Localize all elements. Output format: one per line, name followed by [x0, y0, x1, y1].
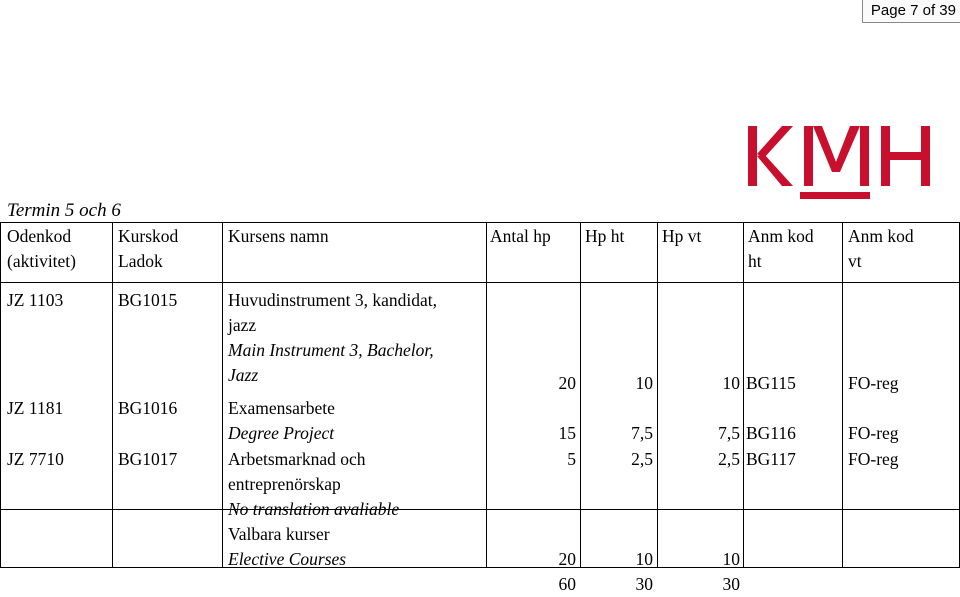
row1-name-sv: jazz — [228, 315, 257, 335]
header-divider — [0, 282, 960, 283]
row3-hp-ht: 2,5 — [631, 449, 653, 469]
total-antal-hp: 60 — [558, 574, 576, 594]
header-kurskod: Kurskod — [118, 226, 179, 246]
row3-name-en: No translation avaliable — [228, 499, 400, 519]
row-divider — [0, 509, 960, 510]
row1-name-en: Main Instrument 3, Bachelor, — [228, 340, 434, 360]
total-hp-ht: 30 — [635, 574, 653, 594]
header-anm-vt-sub: vt — [848, 251, 862, 271]
header-hp-vt: Hp vt — [662, 226, 702, 246]
col-line — [657, 222, 658, 568]
row2-anm-ht: BG116 — [746, 423, 796, 443]
col-line — [580, 222, 581, 568]
header-antal-hp: Antal hp — [490, 226, 551, 246]
row1-hp-vt: 10 — [722, 373, 740, 393]
row4-name-sv: Valbara kurser — [228, 524, 330, 544]
row2-name-sv: Examensarbete — [228, 398, 335, 418]
header-hp-ht: Hp ht — [585, 226, 625, 246]
row1-antal-hp: 20 — [558, 373, 576, 393]
row1-name-en: Jazz — [228, 365, 259, 385]
row2-antal-hp: 15 — [558, 423, 576, 443]
table-border-top — [0, 222, 960, 223]
row2-name-en: Degree Project — [228, 423, 335, 443]
col-line — [222, 222, 223, 568]
row4-name-en: Elective Courses — [228, 549, 347, 569]
col-line — [486, 222, 487, 568]
row1-anm-ht: BG115 — [746, 373, 796, 393]
row3-name-sv: entreprenörskap — [228, 474, 341, 494]
total-hp-vt: 30 — [722, 574, 740, 594]
table-border-bottom — [0, 567, 960, 568]
row3-anm-vt: FO-reg — [848, 449, 899, 469]
kmh-logo — [748, 124, 930, 200]
row3-odenkod: JZ 7710 — [7, 449, 64, 469]
row3-hp-vt: 2,5 — [718, 449, 740, 469]
header-anm-ht: Anm kod — [748, 226, 814, 246]
col-line — [743, 222, 744, 568]
row4-hp-ht: 10 — [635, 549, 653, 569]
header-kurskod-sub: Ladok — [118, 251, 163, 271]
col-line — [842, 222, 843, 568]
row1-hp-ht: 10 — [635, 373, 653, 393]
col-line — [112, 222, 113, 568]
row1-odenkod: JZ 1103 — [7, 290, 64, 310]
header-odenkod-sub: (aktivitet) — [7, 251, 77, 271]
course-table — [0, 222, 960, 596]
row2-kurskod: BG1016 — [118, 398, 178, 418]
row3-antal-hp: 5 — [567, 449, 576, 469]
term-title: Termin 5 och 6 — [7, 200, 121, 221]
row4-antal-hp: 20 — [558, 549, 576, 569]
row3-kurskod: BG1017 — [118, 449, 178, 469]
header-anm-vt: Anm kod — [848, 226, 914, 246]
row1-kurskod: BG1015 — [118, 290, 178, 310]
row1-anm-vt: FO-reg — [848, 373, 899, 393]
row3-name-sv: Arbetsmarknad och — [228, 449, 366, 469]
header-odenkod: Odenkod — [7, 226, 72, 246]
row2-hp-vt: 7,5 — [718, 423, 740, 443]
row1-name-sv: Huvudinstrument 3, kandidat, — [228, 290, 438, 310]
row3-anm-ht: BG117 — [746, 449, 796, 469]
row2-odenkod: JZ 1181 — [7, 398, 64, 418]
row2-hp-ht: 7,5 — [631, 423, 653, 443]
row2-anm-vt: FO-reg — [848, 423, 899, 443]
page-indicator: Page 7 of 39 — [862, 0, 960, 23]
row4-hp-vt: 10 — [722, 549, 740, 569]
header-kursnamn: Kursens namn — [228, 226, 329, 246]
col-line — [0, 222, 1, 568]
header-anm-ht-sub: ht — [748, 251, 762, 271]
